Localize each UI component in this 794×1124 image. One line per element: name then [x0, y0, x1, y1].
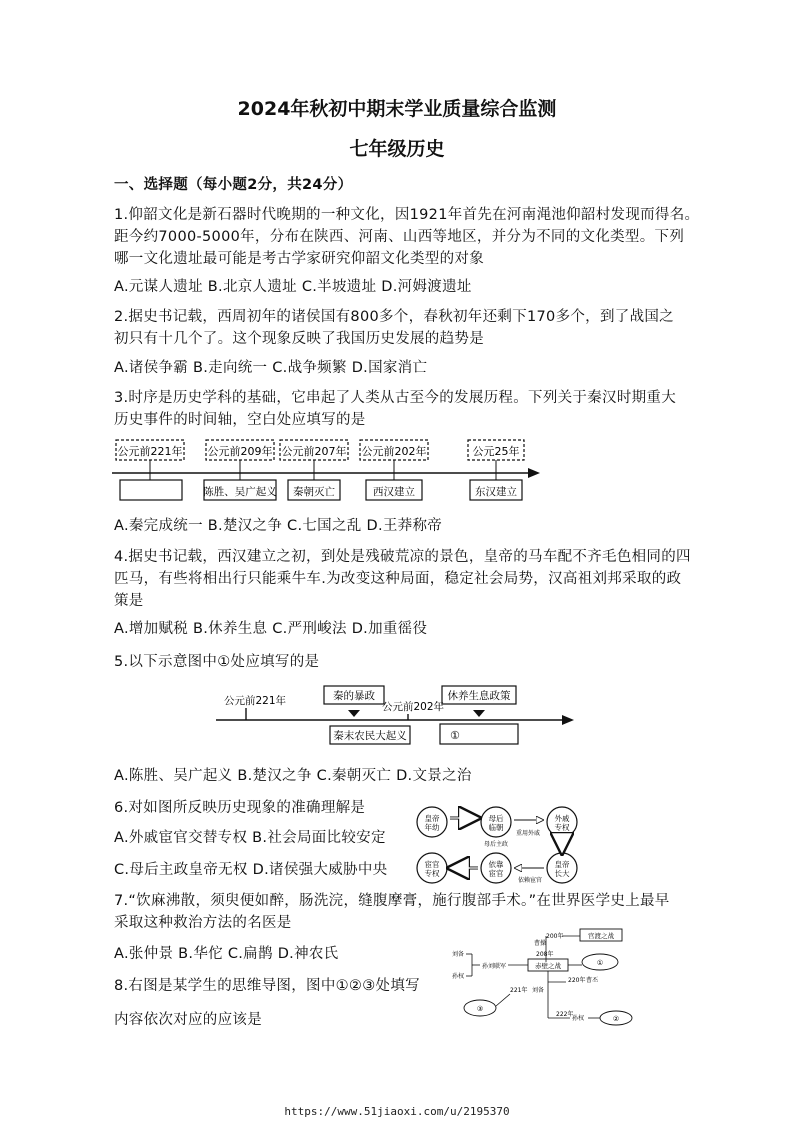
mm-text: 孙权: [452, 973, 465, 980]
cycle-node-text: 皇帝: [554, 860, 570, 869]
q8-line: 8.右图是某学生的思维导图，图中①②③处填写: [114, 978, 420, 994]
q5-line: 5.以下示意图中①处应填写的是: [114, 654, 320, 670]
q4-options: A.增加赋税 B.休养生息 C.严刑峻法 D.加重徭役: [114, 621, 428, 637]
cycle-node-text: 外戚: [554, 814, 570, 823]
cycle-node-text: 皇帝: [424, 814, 440, 823]
q3-line: 历史事件的时间轴，空白处应填写的是: [114, 412, 366, 428]
q6-cycle-diagram: [414, 802, 594, 890]
q4-line: 4.据史书记载，西汉建立之初，到处是残破荒凉的景色，皇帝的马车配不齐毛色相同的四: [114, 549, 691, 565]
arrow-head-icon: [528, 468, 540, 478]
q2-options: A.诸侯争霸 B.走向统一 C.战争频繁 D.国家消亡: [114, 360, 428, 376]
mm-text: 222年: [556, 1011, 574, 1018]
cycle-node-text: 专权: [554, 823, 570, 832]
mm-blank: ①: [596, 959, 604, 967]
cycle-node-text: 临朝: [488, 823, 504, 832]
cycle-node-text: 宦官: [488, 869, 504, 878]
cycle-node-text: 长大: [554, 869, 570, 878]
q8-mind-map: [450, 926, 650, 1028]
q5-blank-label: ①: [450, 729, 460, 742]
mm-text: 208年: [536, 951, 554, 958]
q2-line: 2.据史书记载，西周初年的诸侯国有800多个，春秋初年还剩下170多个，到了战国之: [114, 309, 674, 325]
q2-line: 初只有十几个了。这个现象反映了我国历史发展的趋势是: [114, 331, 484, 347]
mm-text: 官渡之战: [588, 932, 614, 940]
cycle-node-text: 专权: [424, 869, 440, 878]
q4-line: 匹马，有些将相出行只能乘牛车.为改变这种局面，稳定社会局势，汉高祖刘邦采取的政: [114, 571, 682, 587]
mm-text: 221年: [510, 987, 528, 994]
q5-policy-box: 休养生息政策: [447, 690, 511, 702]
cycle-node-text: 宦官: [424, 860, 440, 869]
timeline-date: 公元前202年: [361, 445, 427, 458]
timeline-event: 东汉建立: [475, 486, 517, 498]
mm-text: 曹丕: [586, 977, 599, 984]
mm-text: 曹操: [534, 940, 547, 947]
cycle-label: 母后主政: [483, 841, 509, 848]
q1-line: 1.仰韶文化是新石器时代晚期的一种文化，因1921年首先在河南渑池仰韶村发现而得名。: [114, 207, 700, 223]
page-subtitle: 七年级历史: [349, 138, 445, 160]
q7-options: A.张仲景 B.华佗 C.扁鹊 D.神农氏: [114, 946, 339, 962]
cycle-node-text: 年幼: [424, 823, 440, 832]
mm-blank: ②: [612, 1015, 620, 1023]
mm-text: 220年: [568, 977, 586, 984]
timeline-date: 公元前207年: [281, 445, 347, 458]
q5-options: A.陈胜、吴广起义 B.楚汉之争 C.秦朝灭亡 D.文景之治: [114, 768, 472, 784]
mm-text: 刘备: [532, 987, 545, 994]
q1-line: 哪一文化遗址最可能是考古学家研究仰韶文化类型的对象: [114, 251, 484, 267]
q1-line: 距今约7000-5000年，分布在陕西、河南、山西等地区，并分为不同的文化类型。下列: [114, 229, 685, 245]
q8-line: 内容依次对应的应该是: [114, 1012, 262, 1028]
triangle-down-icon: [348, 710, 360, 717]
timeline-event: 秦朝灭亡: [293, 486, 335, 498]
mm-text: 孙权: [572, 1015, 585, 1022]
q5-diagram: [210, 682, 580, 748]
q7-line: 7.“饮麻沸散，须臾便如醉，肠洗浣，缝腹摩膏，施行腹部手术。”在世界医学史上最早: [114, 893, 670, 909]
q1-options: A.元谋人遗址 B.北京人遗址 C.半坡遗址 D.河姆渡遗址: [114, 279, 472, 295]
timeline-date: 公元25年: [472, 445, 520, 458]
q7-line: 采取这种救治方法的名医是: [114, 915, 292, 931]
timeline-event: 西汉建立: [373, 486, 415, 498]
q5-date: 公元前221年: [224, 695, 287, 707]
mm-text: 刘备: [452, 951, 465, 958]
section-heading: 一、选择题（每小题2分，共24分）: [114, 177, 353, 193]
mm-text: 赤壁之战: [535, 962, 561, 970]
q3-line: 3.时序是历史学科的基础，它串起了人类从古至今的发展历程。下列关于秦汉时期重大: [114, 390, 677, 406]
timeline-date: 公元前221年: [117, 445, 183, 458]
timeline-event: 陈胜、吴广起义: [203, 486, 277, 498]
cycle-node-text: 母后: [488, 814, 504, 823]
timeline-blank-box: [120, 480, 182, 500]
q5-bottom-box: 秦末农民大起义: [333, 730, 407, 742]
q6-option-line: A.外戚宦官交替专权 B.社会局面比较安定: [114, 830, 386, 846]
mm-blank: ③: [476, 1005, 484, 1013]
footer-url: https://www.51jiaoxi.com/u/2195370: [284, 1105, 510, 1118]
page-title: 2024年秋初中期末学业质量综合监测: [237, 98, 557, 120]
mm-text: 孙刘联军: [482, 963, 507, 970]
timeline-date: 公元前209年: [207, 445, 273, 458]
q3-timeline: [108, 436, 548, 506]
q6-line: 6.对如图所反映历史现象的准确理解是: [114, 800, 366, 816]
q3-options: A.秦完成统一 B.楚汉之争 C.七国之乱 D.王莽称帝: [114, 518, 443, 534]
arrow-head-icon: [562, 715, 574, 725]
q5-date: 公元前202年: [382, 701, 445, 713]
cycle-node-text: 依靠: [488, 860, 504, 869]
q4-line: 策是: [114, 593, 144, 609]
cycle-label: 依赖宦官: [517, 877, 543, 884]
q6-option-line: C.母后主政皇帝无权 D.诸侯强大威胁中央: [114, 862, 388, 878]
triangle-down-icon: [473, 710, 485, 717]
q5-top-box: 秦的暴政: [333, 690, 375, 702]
mm-text: 200年: [546, 933, 564, 940]
cycle-label: 重用外戚: [515, 830, 541, 837]
